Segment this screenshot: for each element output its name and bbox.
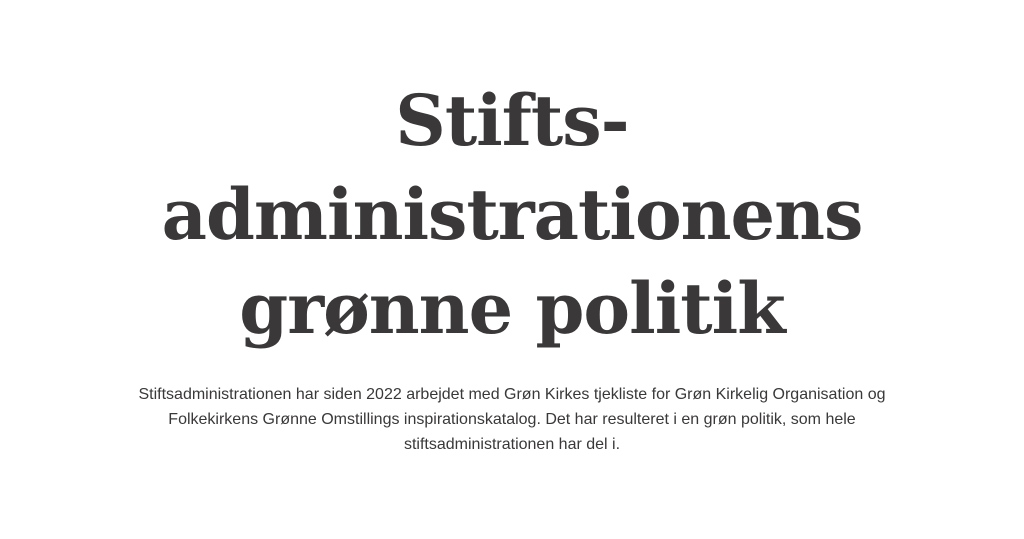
intro-paragraph: Stiftsadministrationen har siden 2022 arbejdet med Grøn Kirkes tjekliste for Grøn Kirkelig Organisation og Folkekirkens Grønne Omstillings inspirationskatalog. Det har resulteret i en grøn politik, som hele stiftsadministrationen har del i.	[138, 386, 886, 453]
page-title-line-3: grønne politik	[239, 267, 785, 350]
page-title-line-1: Stifts-	[395, 79, 629, 162]
page-title-line-2: administrationens	[161, 173, 863, 256]
page-title	[0, 74, 1024, 356]
